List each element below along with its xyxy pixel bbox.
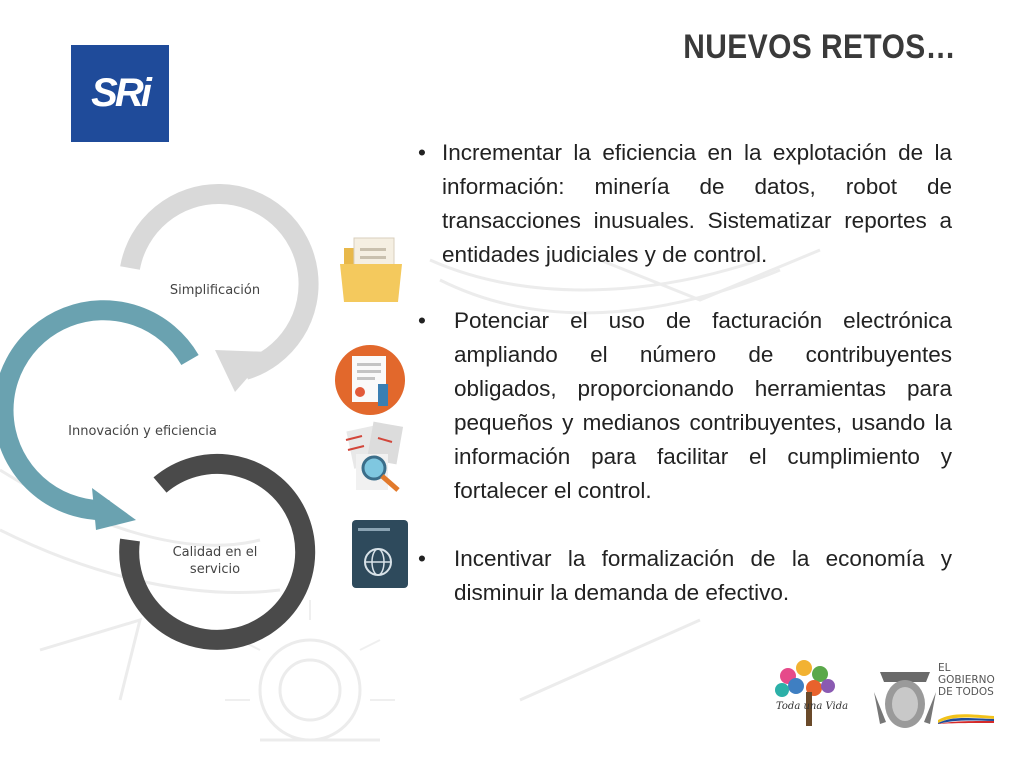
cycle-label-calidad: Calidad en el servicio bbox=[172, 545, 258, 577]
ecuador-coat-of-arms-logo bbox=[872, 662, 938, 736]
cycle-label-innovacion: Innovación y eficiencia bbox=[68, 424, 217, 439]
toda-una-vida-logo bbox=[768, 656, 844, 736]
cycle-arc-simplificacion bbox=[130, 194, 309, 370]
bullet-item bbox=[418, 136, 952, 272]
bullet-marker: • bbox=[418, 546, 426, 571]
bullet-text: Incrementar la eficiencia en la explotación de la información: minería de datos, robot de transacciones inusuales. Sistematizar reportes a entidades judiciales y de control. bbox=[442, 140, 952, 267]
folder-documents-icon bbox=[338, 234, 408, 304]
bullet-marker: • bbox=[418, 308, 426, 333]
bullet-item bbox=[418, 304, 952, 508]
gobierno-flag-swoosh bbox=[938, 712, 994, 724]
gobierno-de-todos-text: EL GOBIERNO DE TODOS bbox=[938, 662, 995, 698]
certificate-document-icon bbox=[334, 344, 406, 416]
cycle-label-simplificacion: Simplificación bbox=[169, 283, 261, 298]
cycle-arrow-innovacion bbox=[92, 488, 136, 530]
passport-icon bbox=[348, 518, 410, 590]
bullet-item bbox=[418, 542, 952, 610]
slide-title: NUEVOS RETOS… bbox=[683, 28, 956, 66]
bullet-marker: • bbox=[418, 140, 426, 165]
document-magnifier-icon bbox=[340, 420, 410, 496]
bullet-text: Incentivar la formalización de la economía y disminuir la demanda de efectivo. bbox=[454, 546, 952, 605]
bullet-text: Potenciar el uso de facturación electrónica ampliando el número de contribuyentes obligados, proporcionando herramientas para pequeños y medianos contribuyentes, usando la información para facilitar el cumplimiento y fortalecer el control. bbox=[454, 308, 952, 503]
sri-logo-text: SRi bbox=[91, 71, 149, 115]
toda-una-vida-text: Toda una Vida bbox=[776, 701, 849, 712]
sri-logo bbox=[71, 45, 169, 142]
bullet-list bbox=[418, 136, 952, 610]
footer-logos bbox=[768, 656, 998, 736]
